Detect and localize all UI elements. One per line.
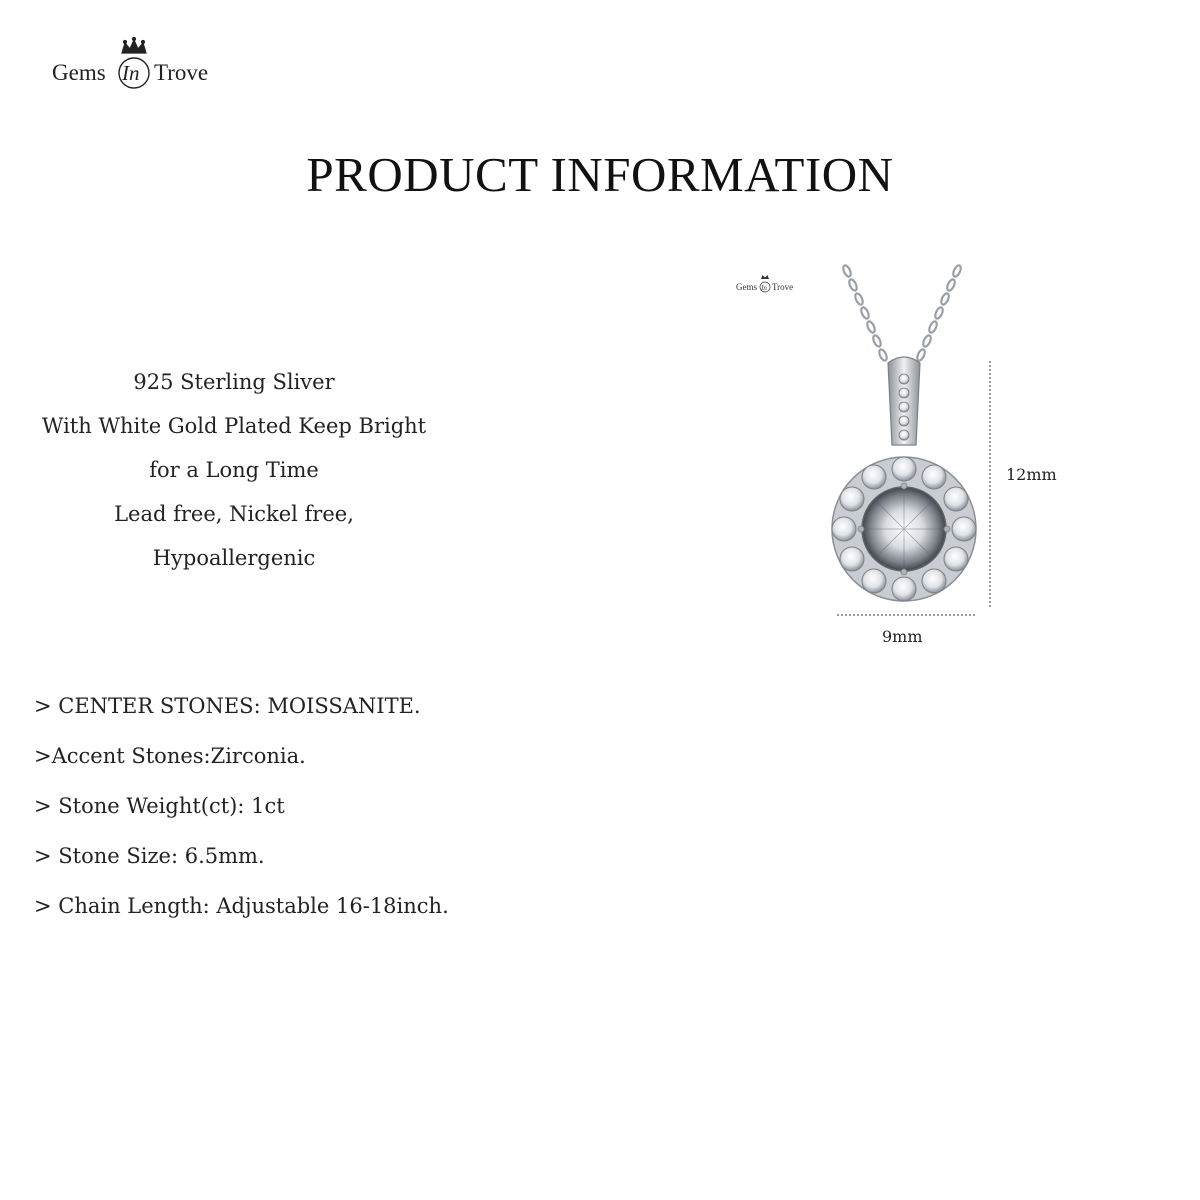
spec-list: [34, 688, 734, 938]
halo-pendant: [832, 457, 976, 601]
spec-stone-weight: > Stone Weight(ct): 1ct: [34, 794, 285, 818]
chain: [842, 264, 963, 361]
spec-accent-stones: >Accent Stones:Zirconia.: [34, 744, 306, 768]
bail: [888, 357, 920, 445]
material-line: for a Long Time: [149, 458, 319, 482]
brand-logo: [50, 36, 250, 96]
brand-name-left: Gems: [52, 60, 106, 85]
page-title: PRODUCT INFORMATION: [306, 147, 894, 202]
crown-icon: [122, 37, 146, 53]
watermark-left: Gems: [736, 282, 757, 292]
spec-chain-length: > Chain Length: Adjustable 16-18inch.: [34, 894, 449, 918]
width-label: 9mm: [882, 627, 923, 646]
watermark-right: Trove: [772, 282, 794, 292]
brand-name-right: Trove: [154, 60, 209, 85]
spec-center-stones: > CENTER STONES: MOISSANITE.: [34, 694, 421, 718]
material-line: 925 Sterling Sliver: [133, 370, 335, 394]
watermark-crown-icon: [761, 275, 769, 279]
product-image: [720, 255, 1100, 655]
height-label: 12mm: [1006, 465, 1057, 484]
material-line: Hypoallergenic: [152, 546, 316, 570]
material-line: Lead free, Nickel free,: [114, 502, 354, 526]
material-description: [20, 360, 448, 580]
spec-stone-size: > Stone Size: 6.5mm.: [34, 844, 265, 868]
material-line: With White Gold Plated Keep Bright: [41, 414, 427, 438]
watermark-middle: In: [761, 284, 767, 292]
brand-name-middle: In: [122, 61, 140, 85]
watermark-logo: [736, 275, 793, 292]
